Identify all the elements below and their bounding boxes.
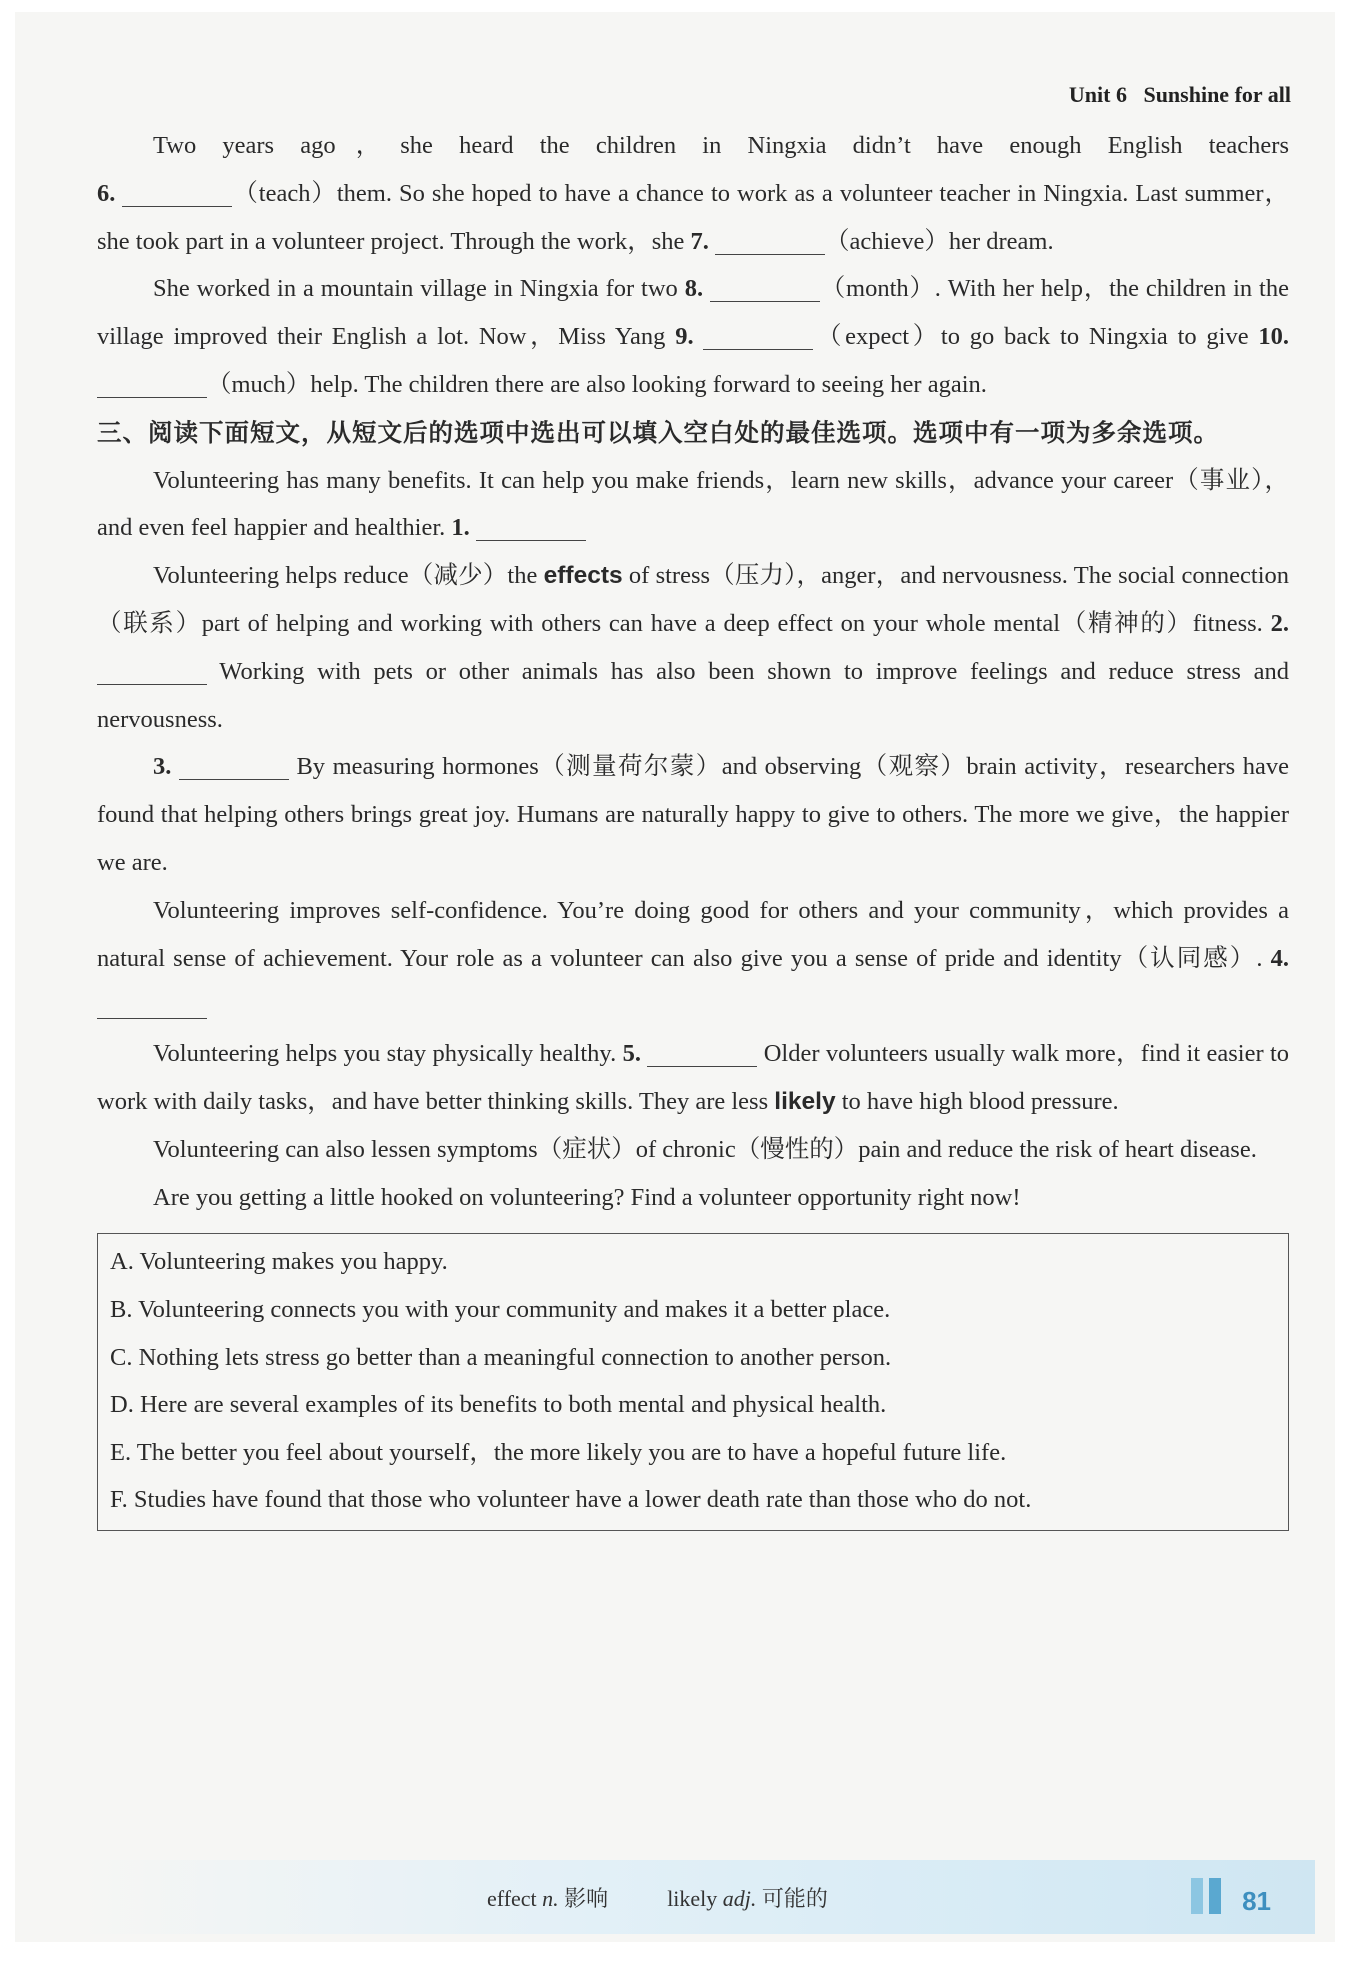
paragraph-text: Volunteering helps you stay physically healthy. [153,1040,617,1068]
vocab-word: likely [667,1886,718,1911]
question-number: 9. [675,323,694,351]
answer-blank-1[interactable] [476,514,586,541]
paragraph-text: Two years ago，she heard the children in Ningxia didn’t have enough English teachers [153,132,1289,159]
passage-paragraph [97,743,1289,886]
paragraph-text: （much）help. The children there are also looking forward to seeing her again. [207,370,987,398]
paragraph-text: （achieve）her dream. [825,227,1054,255]
main-content [97,122,1289,1531]
question-number: 5. [622,1040,641,1068]
answer-blank-10[interactable] [97,371,207,398]
passage-paragraph [97,122,1289,170]
option-e[interactable]: E. The better you feel about yourself，the more likely you are to have a hopeful future life. [110,1438,1007,1466]
option-a[interactable]: A. Volunteering makes you happy. [110,1248,448,1276]
option-f[interactable]: F. Studies have found that those who volunteer have a lower death rate than those who do not. [110,1486,1032,1514]
vocab-meaning: 影响 [564,1886,609,1911]
paragraph-text: （month）. With her help，the children in the village improved their English a lot. Now，Miss Yang [97,275,1289,351]
vocabulary-notes [487,1882,828,1913]
paragraph-text: Working with pets or other animals has also been shown to improve feelings and reduce stress and nervousness. [97,657,1289,733]
answer-blank-2[interactable] [97,658,207,685]
keyword: effects [543,562,623,590]
paragraph-text: to have high blood pressure. [841,1087,1119,1115]
keyword: likely [774,1087,836,1115]
option-d[interactable]: D. Here are several examples of its benefits to both mental and physical health. [110,1391,887,1419]
part-of-speech: n. [542,1886,559,1911]
passage-paragraph [97,1126,1289,1174]
answer-blank-9[interactable] [703,323,813,350]
question-number: 3. [153,753,172,781]
passage-paragraph [97,1030,1289,1126]
paragraph-text: Older volunteers usually walk more，find it easier to work with daily tasks，and have better thinking skills. They are less [97,1040,1290,1115]
passage-paragraph [97,457,1289,553]
paragraph-text: By measuring hormones（测量荷尔蒙）and observing（观察）brain activity，researchers have found that helping others brings great joy. Humans are naturally happy to give to others. The more we give，the happier we are. [97,753,1290,876]
option-b[interactable]: B. Volunteering connects you with your community and makes it a better place. [110,1295,891,1323]
passage-paragraph [97,265,1289,408]
workbook-page [15,12,1335,1942]
unit-label: Unit 6 [1068,82,1127,107]
passage-paragraph [97,1174,1289,1222]
question-number: 6. [97,179,116,207]
answer-blank-8[interactable] [710,275,820,302]
answer-blank-4[interactable] [97,992,207,1019]
question-number: 2. [1270,609,1290,637]
question-number: 7. [690,227,709,255]
paragraph-text: She worked in a mountain village in Ningxia for two [153,275,678,303]
options-box [97,1233,1289,1531]
passage-paragraph [97,170,1289,266]
answer-blank-5[interactable] [647,1040,757,1067]
question-number: 1. [451,514,470,542]
paragraph-text: Volunteering improves self-confidence. You’re doing good for others and your community，which provides a natural sense of achievement. Your role as a volunteer can also give you a sense of pride and identity（认同感）. [97,896,1289,972]
passage-paragraph [97,552,1289,743]
section-title: 三、阅读下面短文，从短文后的选项中选出可以填入空白处的最佳选项。选项中有一项为多余选项。 [97,417,1219,447]
vocab-word: effect [487,1886,537,1911]
page-header [1069,82,1291,108]
passage-paragraph [97,887,1289,1030]
paragraph-text: （teach）them. So she hoped to have a chance to work as a volunteer teacher in Ningxia. Last summer，she took part in a volunteer project. Through the work，she [97,179,1290,255]
question-number: 8. [684,275,704,303]
vocab-meaning: 可能的 [761,1886,828,1911]
paragraph-text: Volunteering helps reduce（减少）the [153,562,538,590]
answer-blank-3[interactable] [179,753,289,780]
paragraph-text: of stress（压力），anger，and nervousness. The social connection（联系）part of helping and working with others can have a deep effect on your whole mental（精神的）fitness. [97,562,1290,637]
paragraph-text: Are you getting a little hooked on volunteering? Find a volunteer opportunity right now! [153,1183,1021,1211]
question-number: 10. [1258,323,1290,351]
decorative-bars-icon [1185,1878,1221,1919]
page-number: 81 [1242,1886,1271,1916]
paragraph-text: Volunteering can also lessen symptoms（症状）of chronic（慢性的）pain and reduce the risk of heart disease. [153,1135,1257,1163]
option-c[interactable]: C. Nothing lets stress go better than a meaningful connection to another person. [110,1343,892,1371]
footer-band [75,1860,1315,1934]
unit-title: Sunshine for all [1143,82,1291,107]
paragraph-text: （expect）to go back to Ningxia to give [813,323,1249,351]
answer-blank-6[interactable] [122,180,232,207]
question-number: 4. [1270,944,1290,972]
part-of-speech: adj. [722,1886,757,1911]
answer-blank-7[interactable] [715,228,825,255]
paragraph-text: Volunteering has many benefits. It can help you make friends，learn new skills，advance your career（事业），and even feel happier and healthier. [97,466,1289,542]
